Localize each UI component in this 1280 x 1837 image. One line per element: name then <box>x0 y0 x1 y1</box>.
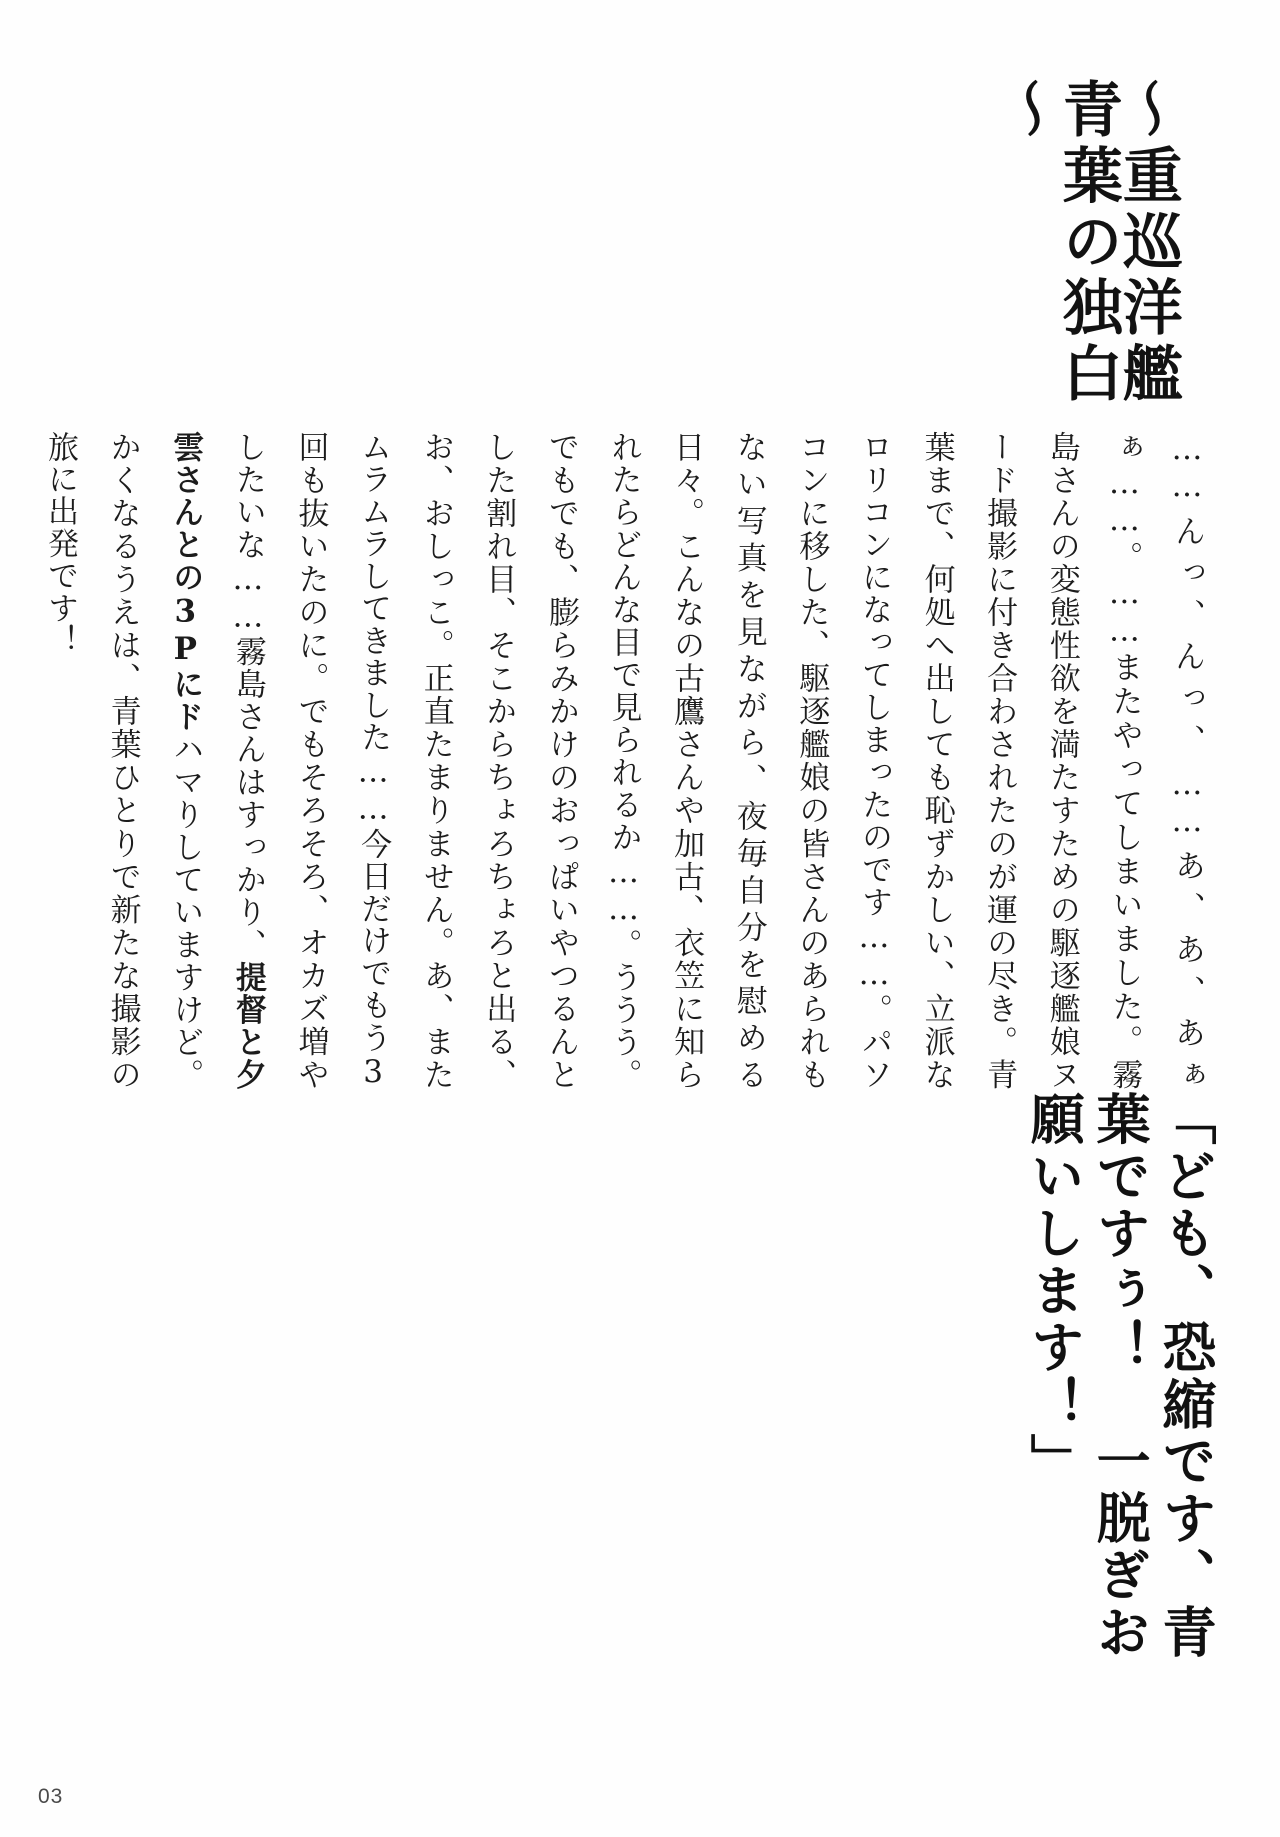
body-text-column <box>42 431 1218 1092</box>
closing-quote: 「ども、恐縮です、青葉ですぅ！ 一脱ぎお願いします！」 <box>1022 1091 1218 1662</box>
vertical-text-block <box>42 78 1218 1688</box>
body-paragraph: ……んっ、んっ、……あ、あ、あぁぁ……。……またやってしまいました。霧島さんの変態性欲を満たすための駆逐艦娘ヌード撮影に付き合わされたのが運の尽き。青葉まで、何処へ出しても恥ずかしい、立派なロリコンになってしまったのです……。パソコンに移した、駆逐艦娘の皆さんのあられもない写真を見ながら、夜毎自分を慰める日々。こんなの古鷹さんや加古、衣笠に知られたらどんな目で見られるか……。ううう。でもでも、膨らみかけのおっぱいやつるんとした割れ目、そこからちょろちょろと出る、お、おしっこ。正直たまりません。あ、またムラムラしてきました……今日だけでもう3回も抜いたのに。でもそろそろ、オカズ増やしたいな……霧島さんはすっかり、提督と夕雲さんとの3Pにドハマりしていますけど。かくなるうえは、青葉ひとりで新たな撮影の旅に出発です！ <box>42 431 1205 1092</box>
page-title: ～重巡洋艦 青葉の独白～ <box>992 78 1183 474</box>
page-number: 03 <box>38 1785 64 1808</box>
